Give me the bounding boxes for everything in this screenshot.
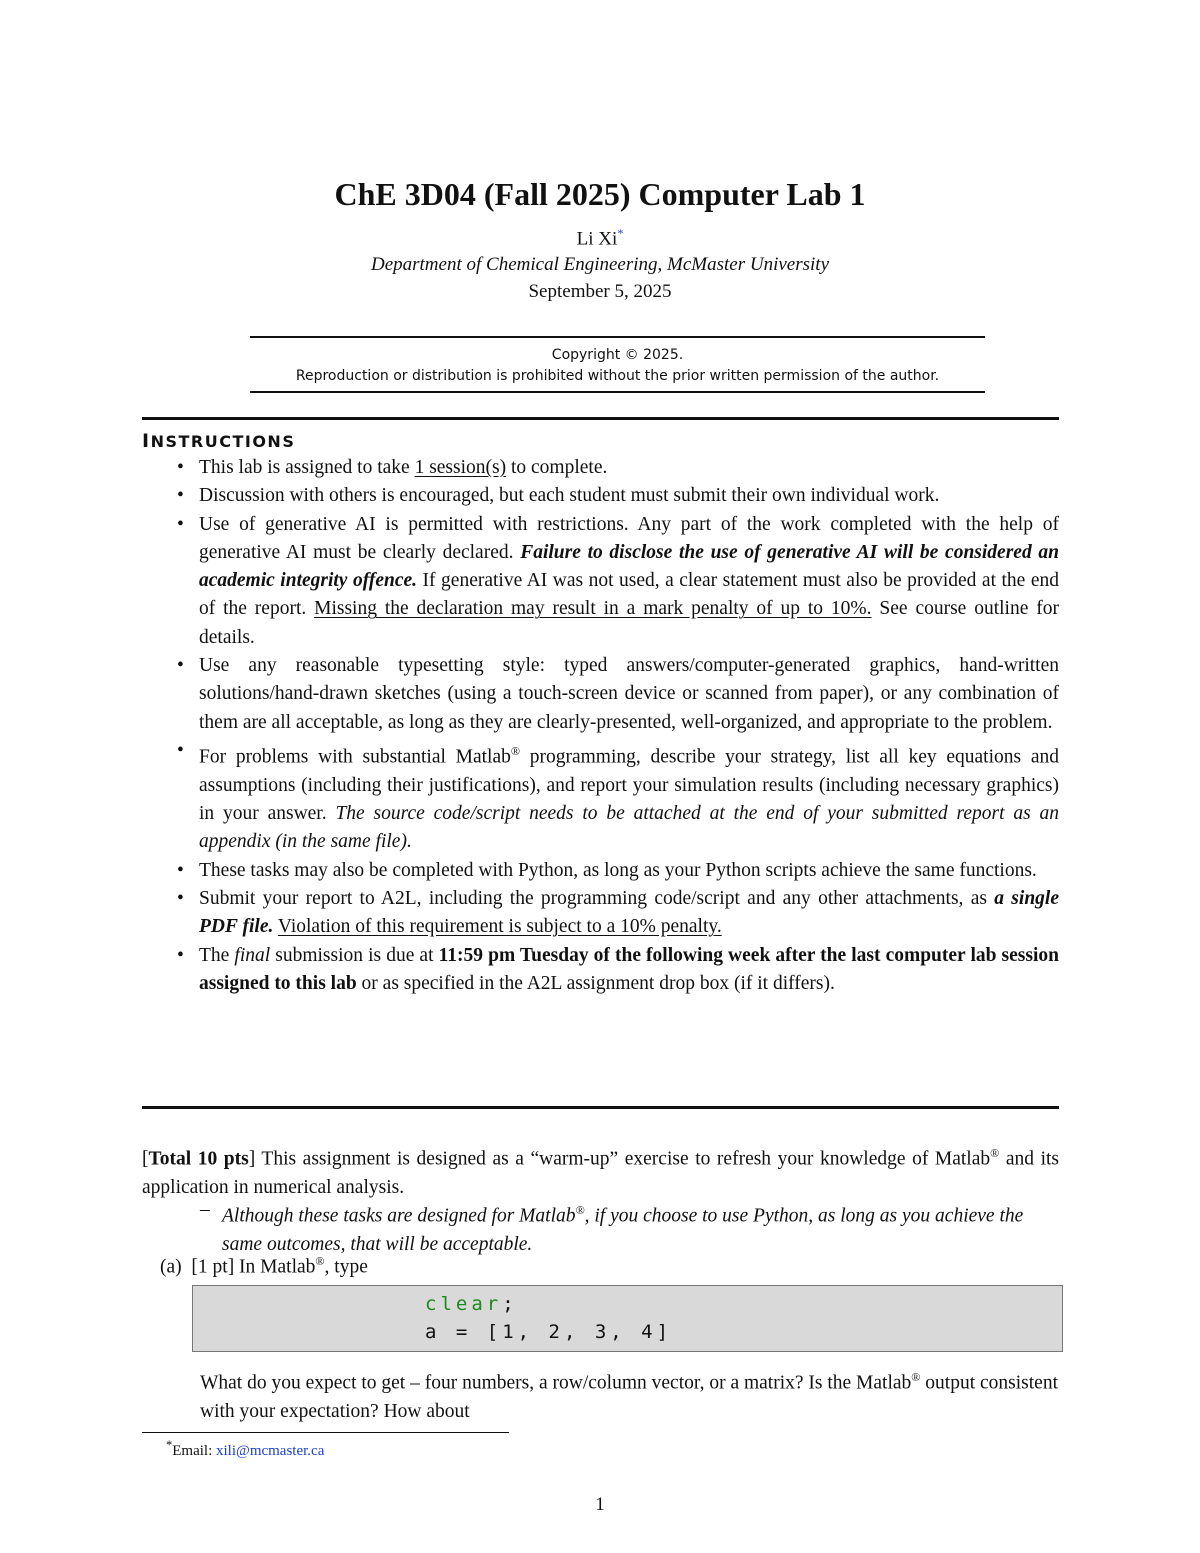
- part-a-heading: (a) [1 pt] In Matlab®, type: [160, 1254, 368, 1278]
- code-line-1: clear;: [425, 1293, 518, 1315]
- list-item: • Submit your report to A2L, including the programming code/script and any other attachments, as a single PDF file. Violation of this requirement is subject to a 10% penalty.: [142, 885, 1059, 942]
- copyright-permission: Reproduction or distribution is prohibited without the prior written permission of the author.: [295, 368, 940, 384]
- part-a-label: (a): [160, 1256, 182, 1278]
- document-date: September 5, 2025: [528, 281, 672, 302]
- code-line-2: a = [1, 2, 3, 4]: [425, 1321, 673, 1343]
- bullet-marker: •: [177, 859, 184, 881]
- bullet-marker: •: [177, 485, 184, 507]
- affiliation: Department of Chemical Engineering, McMaster University: [370, 254, 829, 275]
- document-title: ChE 3D04 (Fall 2025) Computer Lab 1: [334, 176, 866, 212]
- list-item: • This lab is assigned to take 1 session(s) to complete.: [142, 454, 1059, 482]
- copyright-notice: [250, 347, 985, 384]
- author-line: [0, 226, 1200, 250]
- copyright-bottom-rule: [250, 391, 985, 393]
- author-name: Li Xi: [576, 228, 618, 250]
- list-item: • The final submission is due at 11:59 pm Tuesday of the following week after the last computer lab session assigned to this lab or as specified in the A2L assignment drop box (if it differs).: [142, 942, 1059, 999]
- page-number: 1: [595, 1494, 605, 1515]
- instructions-bottom-rule: [142, 1106, 1059, 1109]
- bullet-marker: •: [177, 944, 184, 966]
- assignment-intro: [Total 10 pts] This assignment is designed as a “warm-up” exercise to refresh your knowledge of Matlab® and its application in numerical analysis.: [142, 1146, 1059, 1198]
- email-link[interactable]: xili@mcmaster.ca: [216, 1443, 325, 1459]
- list-item: • Use of generative AI is permitted with restrictions. Any part of the work completed with the help of generative AI must be clearly declared. Failure to disclose the use of generative AI will be considered an academic integrity offence. If generative AI was not used, a clear statement must also be provided at the end of the report. Missing the declaration may result in a mark penalty of up to 10%. See course outline for details.: [142, 511, 1059, 652]
- copyright-line: Copyright © 2025.: [551, 347, 684, 363]
- author-footnote-mark[interactable]: *: [617, 226, 624, 240]
- footnote-mark: *: [166, 1438, 173, 1452]
- instructions-section: [142, 430, 1059, 998]
- list-item: • Discussion with others is encouraged, but each student must submit their own individual work.: [142, 482, 1059, 510]
- footnote: *Email: xili@mcmaster.ca: [166, 1438, 325, 1459]
- instructions-list: [142, 454, 1059, 998]
- list-item: • These tasks may also be completed with Python, as long as your Python scripts achieve the same functions.: [142, 857, 1059, 885]
- list-item: • Use any reasonable typesetting style: typed answers/computer-generated graphics, hand-written solutions/hand-drawn sketches (using a touch-screen device or scanned from paper), or any combination of them are all acceptable, as long as they are clearly-presented, well-organized, and appropriate to the problem.: [142, 652, 1059, 737]
- bullet-marker: •: [177, 457, 184, 478]
- list-item: • For problems with substantial Matlab® programming, describe your strategy, list all key equations and assumptions (including their justifications), and report your simulation results (including necessary graphics) in your answer. The source code/script needs to be attached at the end of your submitted report as an appendix (in the same file).: [142, 737, 1059, 857]
- bullet-marker: •: [177, 513, 184, 535]
- python-note: – Although these tasks are designed for Matlab®, if you choose to use Python, as long as you achieve the same outcomes, that will be acceptable.: [200, 1199, 1024, 1255]
- bullet-marker: •: [177, 655, 184, 677]
- question-text: What do you expect to get – four numbers, a row/column vector, or a matrix? Is the Matlab® output consistent with your expectation? How about: [200, 1370, 1058, 1422]
- instructions-top-rule: [142, 417, 1059, 420]
- footnote-rule: [142, 1432, 509, 1433]
- bullet-marker: •: [177, 887, 184, 909]
- instructions-heading: INSTRUCTIONS: [142, 430, 296, 452]
- copyright-top-rule: [250, 336, 985, 338]
- bullet-marker: •: [177, 739, 184, 761]
